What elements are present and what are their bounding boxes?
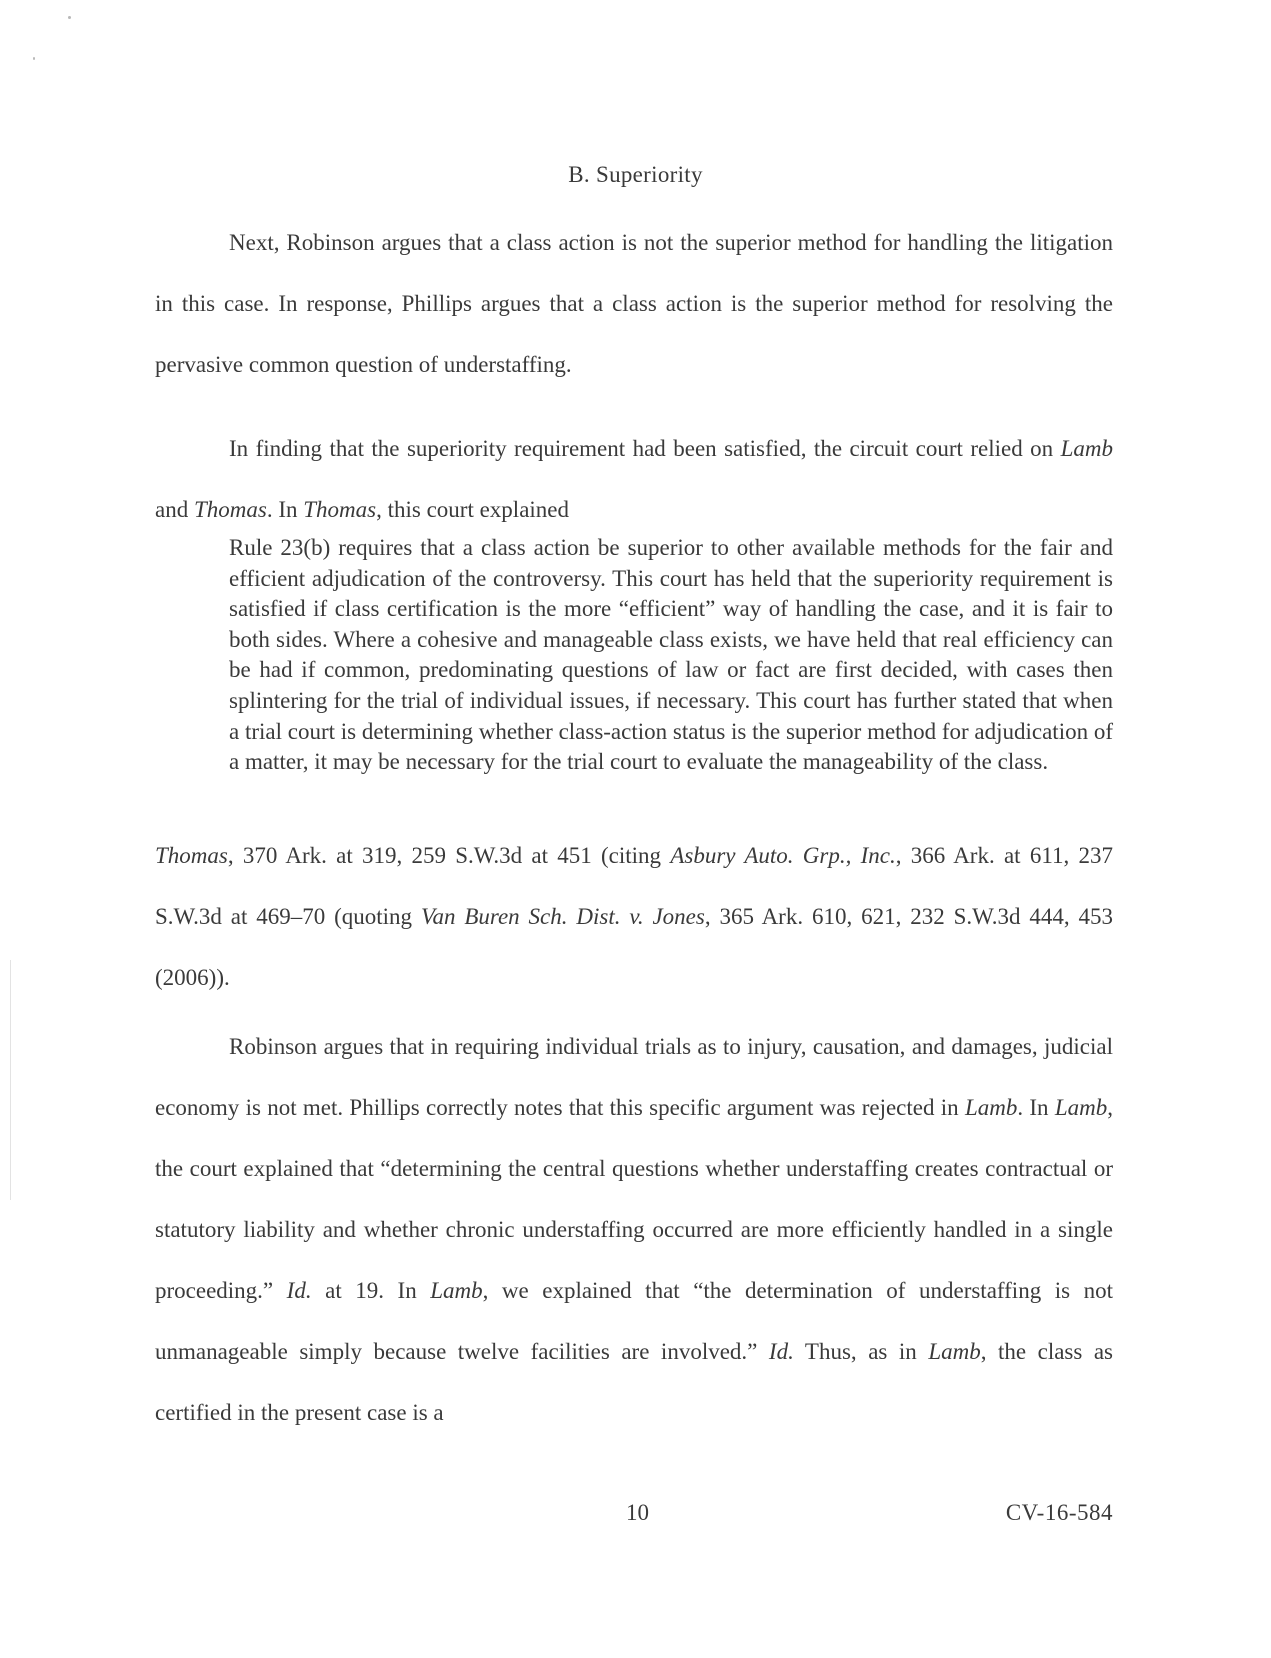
scan-edge-shadow xyxy=(10,960,11,1200)
paragraph-2-text: and xyxy=(155,497,194,522)
page-number: 10 xyxy=(626,1500,649,1525)
paragraph-4-text: , the class as certified in the present case is a xyxy=(155,1339,1114,1425)
docket-number: CV-16-584 xyxy=(1005,1500,1113,1525)
case-name-lamb: Lamb xyxy=(928,1339,981,1364)
citation-text: , 370 Ark. at 319, 259 S.W.3d at 451 (citing xyxy=(227,843,671,868)
paragraph-4-text: , we explained that “the determination of understaffing is not unmanageable simply because twelve facilities are involved.” xyxy=(155,1278,1113,1364)
paragraph-2-text: . In xyxy=(266,497,304,522)
block-quote-text: Rule 23(b) requires that a class action be superior to other available methods for the fair and efficient adjudication of the controversy. This court has held that the superiority requirement is satisfied if class certification is the more “efficient” way of handling the case, and it is fair to both sides. Where a cohesive and manageable class exists, we have held that real efficiency can be had if common, predominating questions of law or fact are first decided, with cases then splintering for the trial of individual issues, if necessary. This court has further stated that when a trial court is determining whether class-action status is the superior method for adjudication of a matter, it may be necessary for the trial court to evaluate the manageability of the class. xyxy=(229,535,1113,775)
case-name-lamb: Lamb xyxy=(1060,436,1113,461)
case-name-lamb: Lamb xyxy=(1054,1095,1108,1120)
paragraph-4-text: Thus, as in xyxy=(793,1339,929,1364)
case-name-lamb: Lamb xyxy=(964,1095,1018,1120)
id-citation: Id. xyxy=(286,1278,312,1303)
case-name-lamb: Lamb xyxy=(430,1278,483,1303)
citation-text: , 366 Ark. at 611, 237 S.W.3d at 469–70 (quoting xyxy=(155,843,1113,929)
section-heading xyxy=(0,162,1271,188)
case-name-asbury: Asbury Auto. Grp., Inc. xyxy=(670,843,896,868)
paragraph-2-text: , this court explained xyxy=(376,497,570,522)
paragraph-1-text: Next, Robinson argues that a class action is not the superior method for handling the litigation in this case. In response, Phillips argues that a class action is the superior method for resolving the pervasive common question of understaffing. xyxy=(155,230,1113,377)
section-heading-text: B. Superiority xyxy=(568,162,703,187)
paragraph-2-text: In finding that the superiority requirement had been satisfied, the circuit court relied on xyxy=(229,436,1061,461)
paragraph-4-text: at 19. In xyxy=(311,1278,431,1303)
block-quote xyxy=(229,533,1113,778)
case-name-van-buren: Van Buren Sch. Dist. v. Jones xyxy=(420,904,705,929)
citation-paragraph xyxy=(155,825,1113,1008)
paragraph-2 xyxy=(155,418,1113,540)
scan-speck xyxy=(33,57,35,60)
paragraph-4-text: , the court explained that “determining the central questions whether understaffing creates contractual or statutory liability and whether chronic understaffing occurred are more efficiently handled in a single proceeding.” xyxy=(155,1095,1113,1303)
case-name-thomas: Thomas xyxy=(303,497,377,522)
paragraph-4-text: Robinson argues that in requiring individual trials as to injury, causation, and damages, judicial economy is not met. Phillips correctly notes that this specific argument was rejected in xyxy=(155,1034,1113,1120)
scan-speck xyxy=(68,16,71,19)
id-citation: Id. xyxy=(768,1339,794,1364)
paragraph-4-text: . In xyxy=(1017,1095,1055,1120)
paragraph-4 xyxy=(155,1016,1113,1443)
paragraph-1 xyxy=(155,212,1113,395)
case-name-thomas: Thomas xyxy=(193,497,267,522)
citation-text: , 365 Ark. 610, 621, 232 S.W.3d 444, 453 (2006)). xyxy=(155,904,1113,990)
case-name-thomas: Thomas xyxy=(155,843,228,868)
